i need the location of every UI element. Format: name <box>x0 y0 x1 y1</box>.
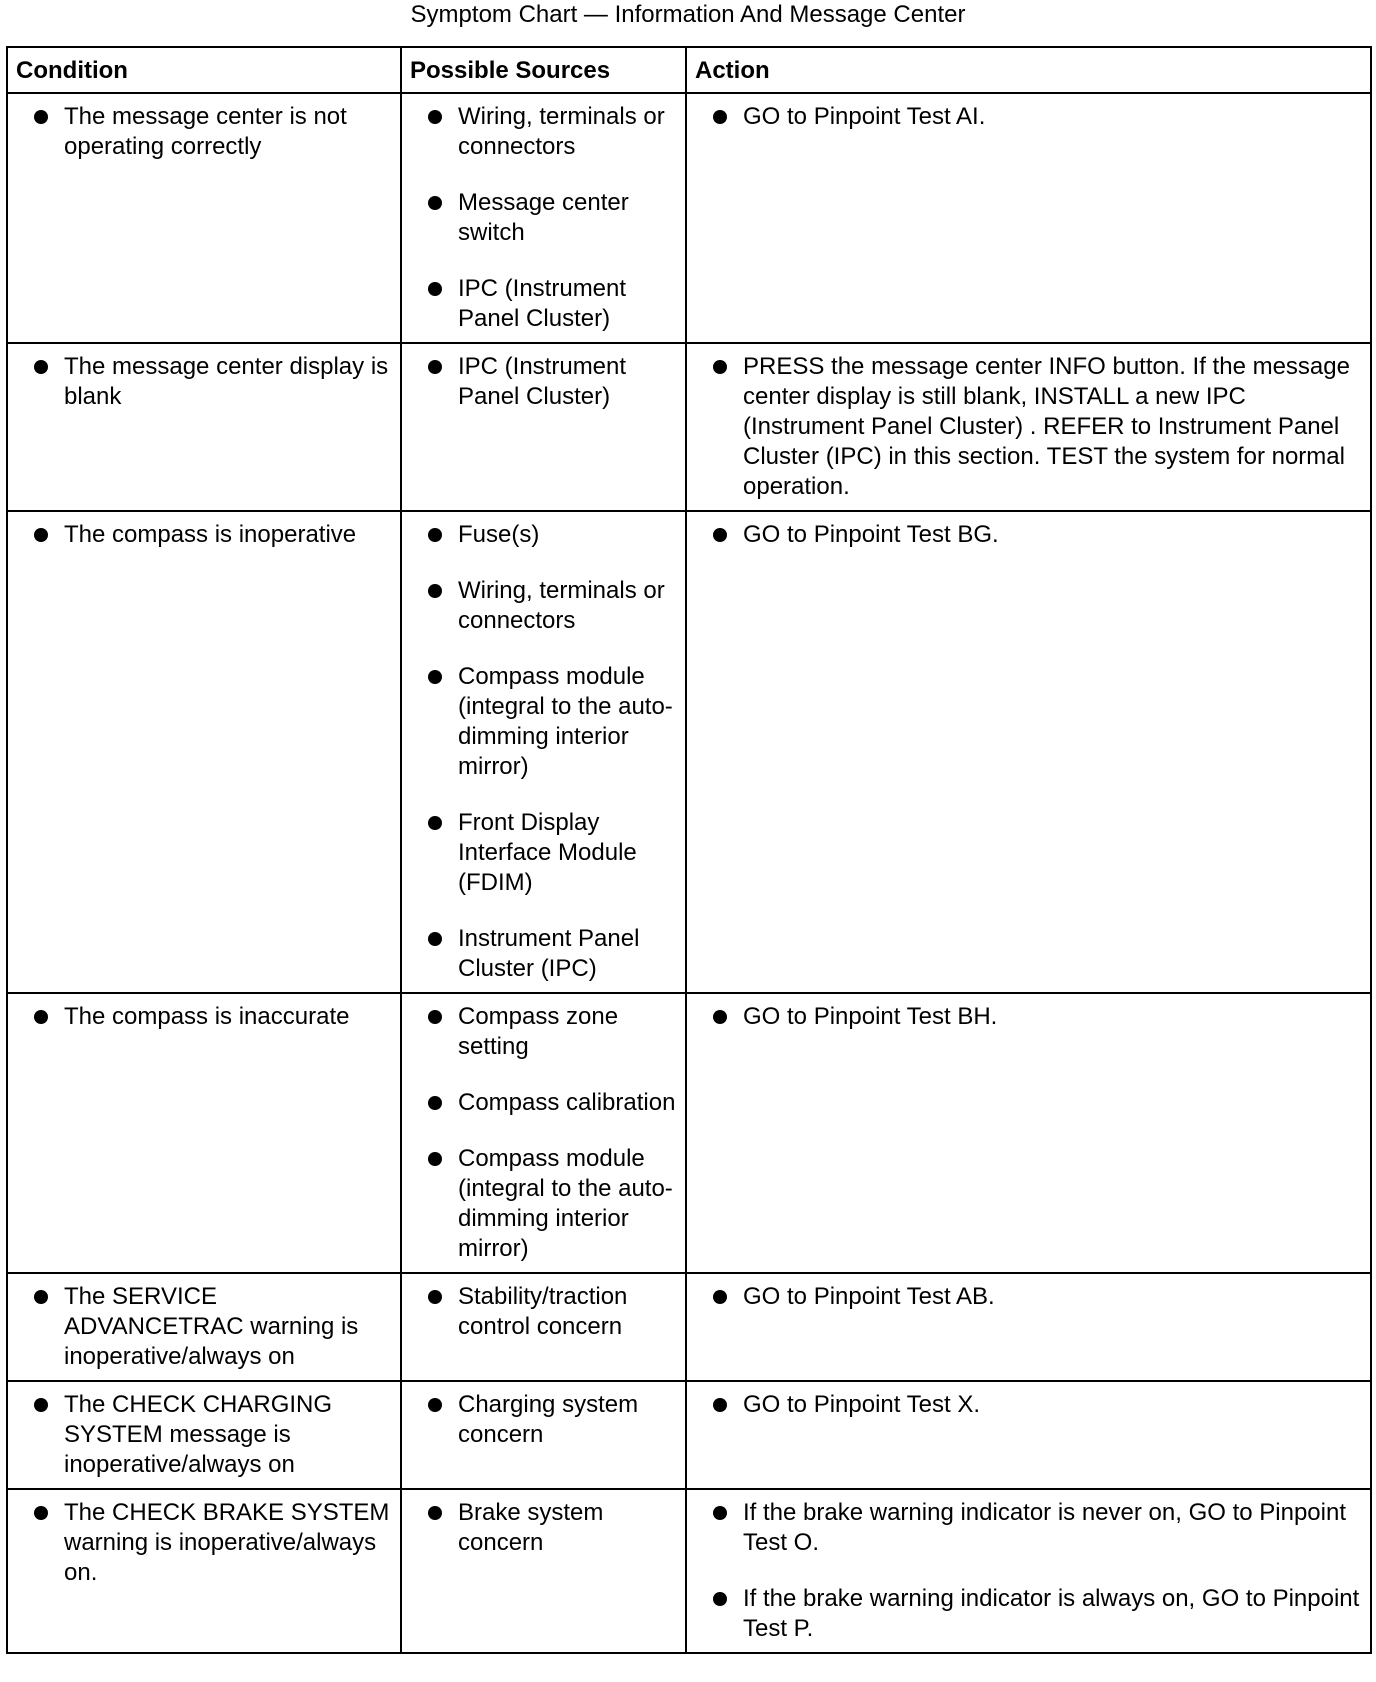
possible-sources-cell <box>401 1273 686 1381</box>
action-cell <box>686 343 1371 511</box>
condition-item <box>16 352 396 412</box>
bullet-list <box>695 1002 1366 1032</box>
possible-sources-cell <box>401 93 686 343</box>
bullet-list <box>410 102 681 334</box>
source-item <box>410 274 681 334</box>
source-item <box>410 576 681 636</box>
condition-cell <box>7 343 401 511</box>
bullet-icon <box>428 1506 442 1520</box>
condition-item <box>16 1002 396 1032</box>
bullet-icon <box>713 1290 727 1304</box>
source-item-text: Charging system concern <box>458 1391 639 1448</box>
bullet-list <box>410 1498 681 1558</box>
condition-item <box>16 1282 396 1372</box>
source-item-text: Instrument Panel Cluster (IPC) <box>458 925 640 982</box>
bullet-icon <box>428 932 442 946</box>
action-item <box>695 352 1366 502</box>
bullet-icon <box>34 360 48 374</box>
source-item <box>410 1498 681 1558</box>
page-title: Symptom Chart — Information And Message Center <box>410 1 966 28</box>
action-item-text: PRESS the message center INFO button. If the message center display is still blank, INSTALL a new IPC (Instrument Panel Cluster) . REFER to Instrument Panel Cluster (IPC) in this section. TEST the system for normal operation. <box>743 353 1350 500</box>
bullet-list <box>695 102 1366 132</box>
action-item <box>695 1390 1366 1420</box>
bullet-list <box>16 1282 396 1372</box>
bullet-icon <box>34 528 48 542</box>
header-condition: Condition <box>7 47 401 93</box>
bullet-list <box>695 1282 1366 1312</box>
bullet-icon <box>428 360 442 374</box>
action-item <box>695 1584 1366 1644</box>
source-item-text: Wiring, terminals or connectors <box>458 577 665 634</box>
bullet-list <box>410 1282 681 1342</box>
source-item-text: Wiring, terminals or connectors <box>458 103 665 160</box>
bullet-list <box>695 1390 1366 1420</box>
source-item <box>410 808 681 898</box>
action-cell <box>686 993 1371 1273</box>
bullet-list <box>410 520 681 984</box>
bullet-icon <box>428 528 442 542</box>
bullet-icon <box>428 110 442 124</box>
source-item-text: Brake system concern <box>458 1499 604 1556</box>
bullet-icon <box>428 816 442 830</box>
source-item <box>410 1282 681 1342</box>
source-item-text: IPC (Instrument Panel Cluster) <box>458 275 627 332</box>
source-item <box>410 102 681 162</box>
source-item-text: Message center switch <box>458 189 629 246</box>
bullet-icon <box>428 1398 442 1412</box>
bullet-icon <box>34 1506 48 1520</box>
bullet-icon <box>34 1010 48 1024</box>
action-cell <box>686 1273 1371 1381</box>
action-cell <box>686 1381 1371 1489</box>
action-cell <box>686 1489 1371 1653</box>
action-item-text: GO to Pinpoint Test BH. <box>743 1003 998 1030</box>
action-item-text: GO to Pinpoint Test BG. <box>743 521 999 548</box>
table-body <box>7 93 1371 1653</box>
bullet-icon <box>713 1506 727 1520</box>
bullet-icon <box>428 670 442 684</box>
condition-cell <box>7 993 401 1273</box>
action-item <box>695 1282 1366 1312</box>
table-row <box>7 1381 1371 1489</box>
condition-item-text: The message center is not operating correctly <box>64 103 347 160</box>
condition-item-text: The compass is inaccurate <box>64 1003 350 1030</box>
condition-cell <box>7 511 401 993</box>
source-item <box>410 1002 681 1062</box>
bullet-list <box>16 1498 396 1588</box>
action-cell <box>686 93 1371 343</box>
condition-cell <box>7 1273 401 1381</box>
bullet-list <box>16 102 396 162</box>
bullet-icon <box>34 110 48 124</box>
bullet-icon <box>713 1010 727 1024</box>
bullet-icon <box>428 1290 442 1304</box>
bullet-icon <box>34 1398 48 1412</box>
source-item-text: Compass module (integral to the auto-dimming interior mirror) <box>458 1145 673 1262</box>
bullet-icon <box>713 110 727 124</box>
source-item-text: Compass module (integral to the auto-dimming interior mirror) <box>458 663 673 780</box>
action-item <box>695 520 1366 550</box>
bullet-list <box>695 352 1366 502</box>
source-item-text: Fuse(s) <box>458 521 540 548</box>
source-item <box>410 1390 681 1450</box>
bullet-icon <box>713 528 727 542</box>
condition-item-text: The message center display is blank <box>64 353 389 410</box>
possible-sources-cell <box>401 343 686 511</box>
action-item <box>695 1498 1366 1558</box>
symptom-chart-table <box>6 46 1372 1654</box>
table-row <box>7 1489 1371 1653</box>
condition-item-text: The CHECK BRAKE SYSTEM warning is inoperative/always on. <box>64 1499 390 1586</box>
condition-item-text: The compass is inoperative <box>64 521 357 548</box>
bullet-list <box>410 352 681 412</box>
source-item-text: IPC (Instrument Panel Cluster) <box>458 353 627 410</box>
action-item-text: GO to Pinpoint Test AI. <box>743 103 986 130</box>
source-item <box>410 520 681 550</box>
action-item-text: GO to Pinpoint Test AB. <box>743 1283 995 1310</box>
possible-sources-cell <box>401 511 686 993</box>
table-row <box>7 1273 1371 1381</box>
bullet-list <box>16 1390 396 1480</box>
source-item-text: Stability/traction control concern <box>458 1283 628 1340</box>
table-row <box>7 511 1371 993</box>
action-item <box>695 1002 1366 1032</box>
condition-item <box>16 520 396 550</box>
source-item <box>410 1088 681 1118</box>
possible-sources-cell <box>401 993 686 1273</box>
action-item-text: If the brake warning indicator is always on, GO to Pinpoint Test P. <box>743 1585 1360 1642</box>
bullet-icon <box>713 360 727 374</box>
source-item <box>410 924 681 984</box>
bullet-icon <box>428 1096 442 1110</box>
bullet-list <box>16 1002 396 1032</box>
source-item-text: Compass zone setting <box>458 1003 619 1060</box>
source-item <box>410 188 681 248</box>
condition-item <box>16 1498 396 1588</box>
condition-item-text: The SERVICE ADVANCETRAC warning is inoperative/always on <box>64 1283 359 1370</box>
bullet-list <box>16 520 396 550</box>
bullet-icon <box>428 196 442 210</box>
action-item <box>695 102 1366 132</box>
bullet-list <box>695 1498 1366 1644</box>
action-item-text: If the brake warning indicator is never on, GO to Pinpoint Test O. <box>743 1499 1346 1556</box>
header-action: Action <box>686 47 1371 93</box>
source-item <box>410 662 681 782</box>
bullet-icon <box>428 584 442 598</box>
bullet-icon <box>428 1152 442 1166</box>
bullet-list <box>16 352 396 412</box>
table-row <box>7 993 1371 1273</box>
condition-cell <box>7 1381 401 1489</box>
bullet-icon <box>428 282 442 296</box>
condition-cell <box>7 1489 401 1653</box>
bullet-list <box>410 1002 681 1264</box>
bullet-icon <box>713 1398 727 1412</box>
bullet-icon <box>713 1592 727 1606</box>
bullet-icon <box>428 1010 442 1024</box>
source-item-text: Front Display Interface Module (FDIM) <box>458 809 637 896</box>
table-header-row <box>7 47 1371 93</box>
source-item-text: Compass calibration <box>458 1089 676 1116</box>
action-cell <box>686 511 1371 993</box>
condition-item <box>16 102 396 162</box>
source-item <box>410 1144 681 1264</box>
condition-item-text: The CHECK CHARGING SYSTEM message is inoperative/always on <box>64 1391 333 1478</box>
table-row <box>7 343 1371 511</box>
header-possible-sources: Possible Sources <box>401 47 686 93</box>
action-item-text: GO to Pinpoint Test X. <box>743 1391 981 1418</box>
possible-sources-cell <box>401 1381 686 1489</box>
condition-item <box>16 1390 396 1480</box>
possible-sources-cell <box>401 1489 686 1653</box>
table-row <box>7 93 1371 343</box>
condition-cell <box>7 93 401 343</box>
source-item <box>410 352 681 412</box>
bullet-list <box>695 520 1366 550</box>
bullet-icon <box>34 1290 48 1304</box>
bullet-list <box>410 1390 681 1450</box>
